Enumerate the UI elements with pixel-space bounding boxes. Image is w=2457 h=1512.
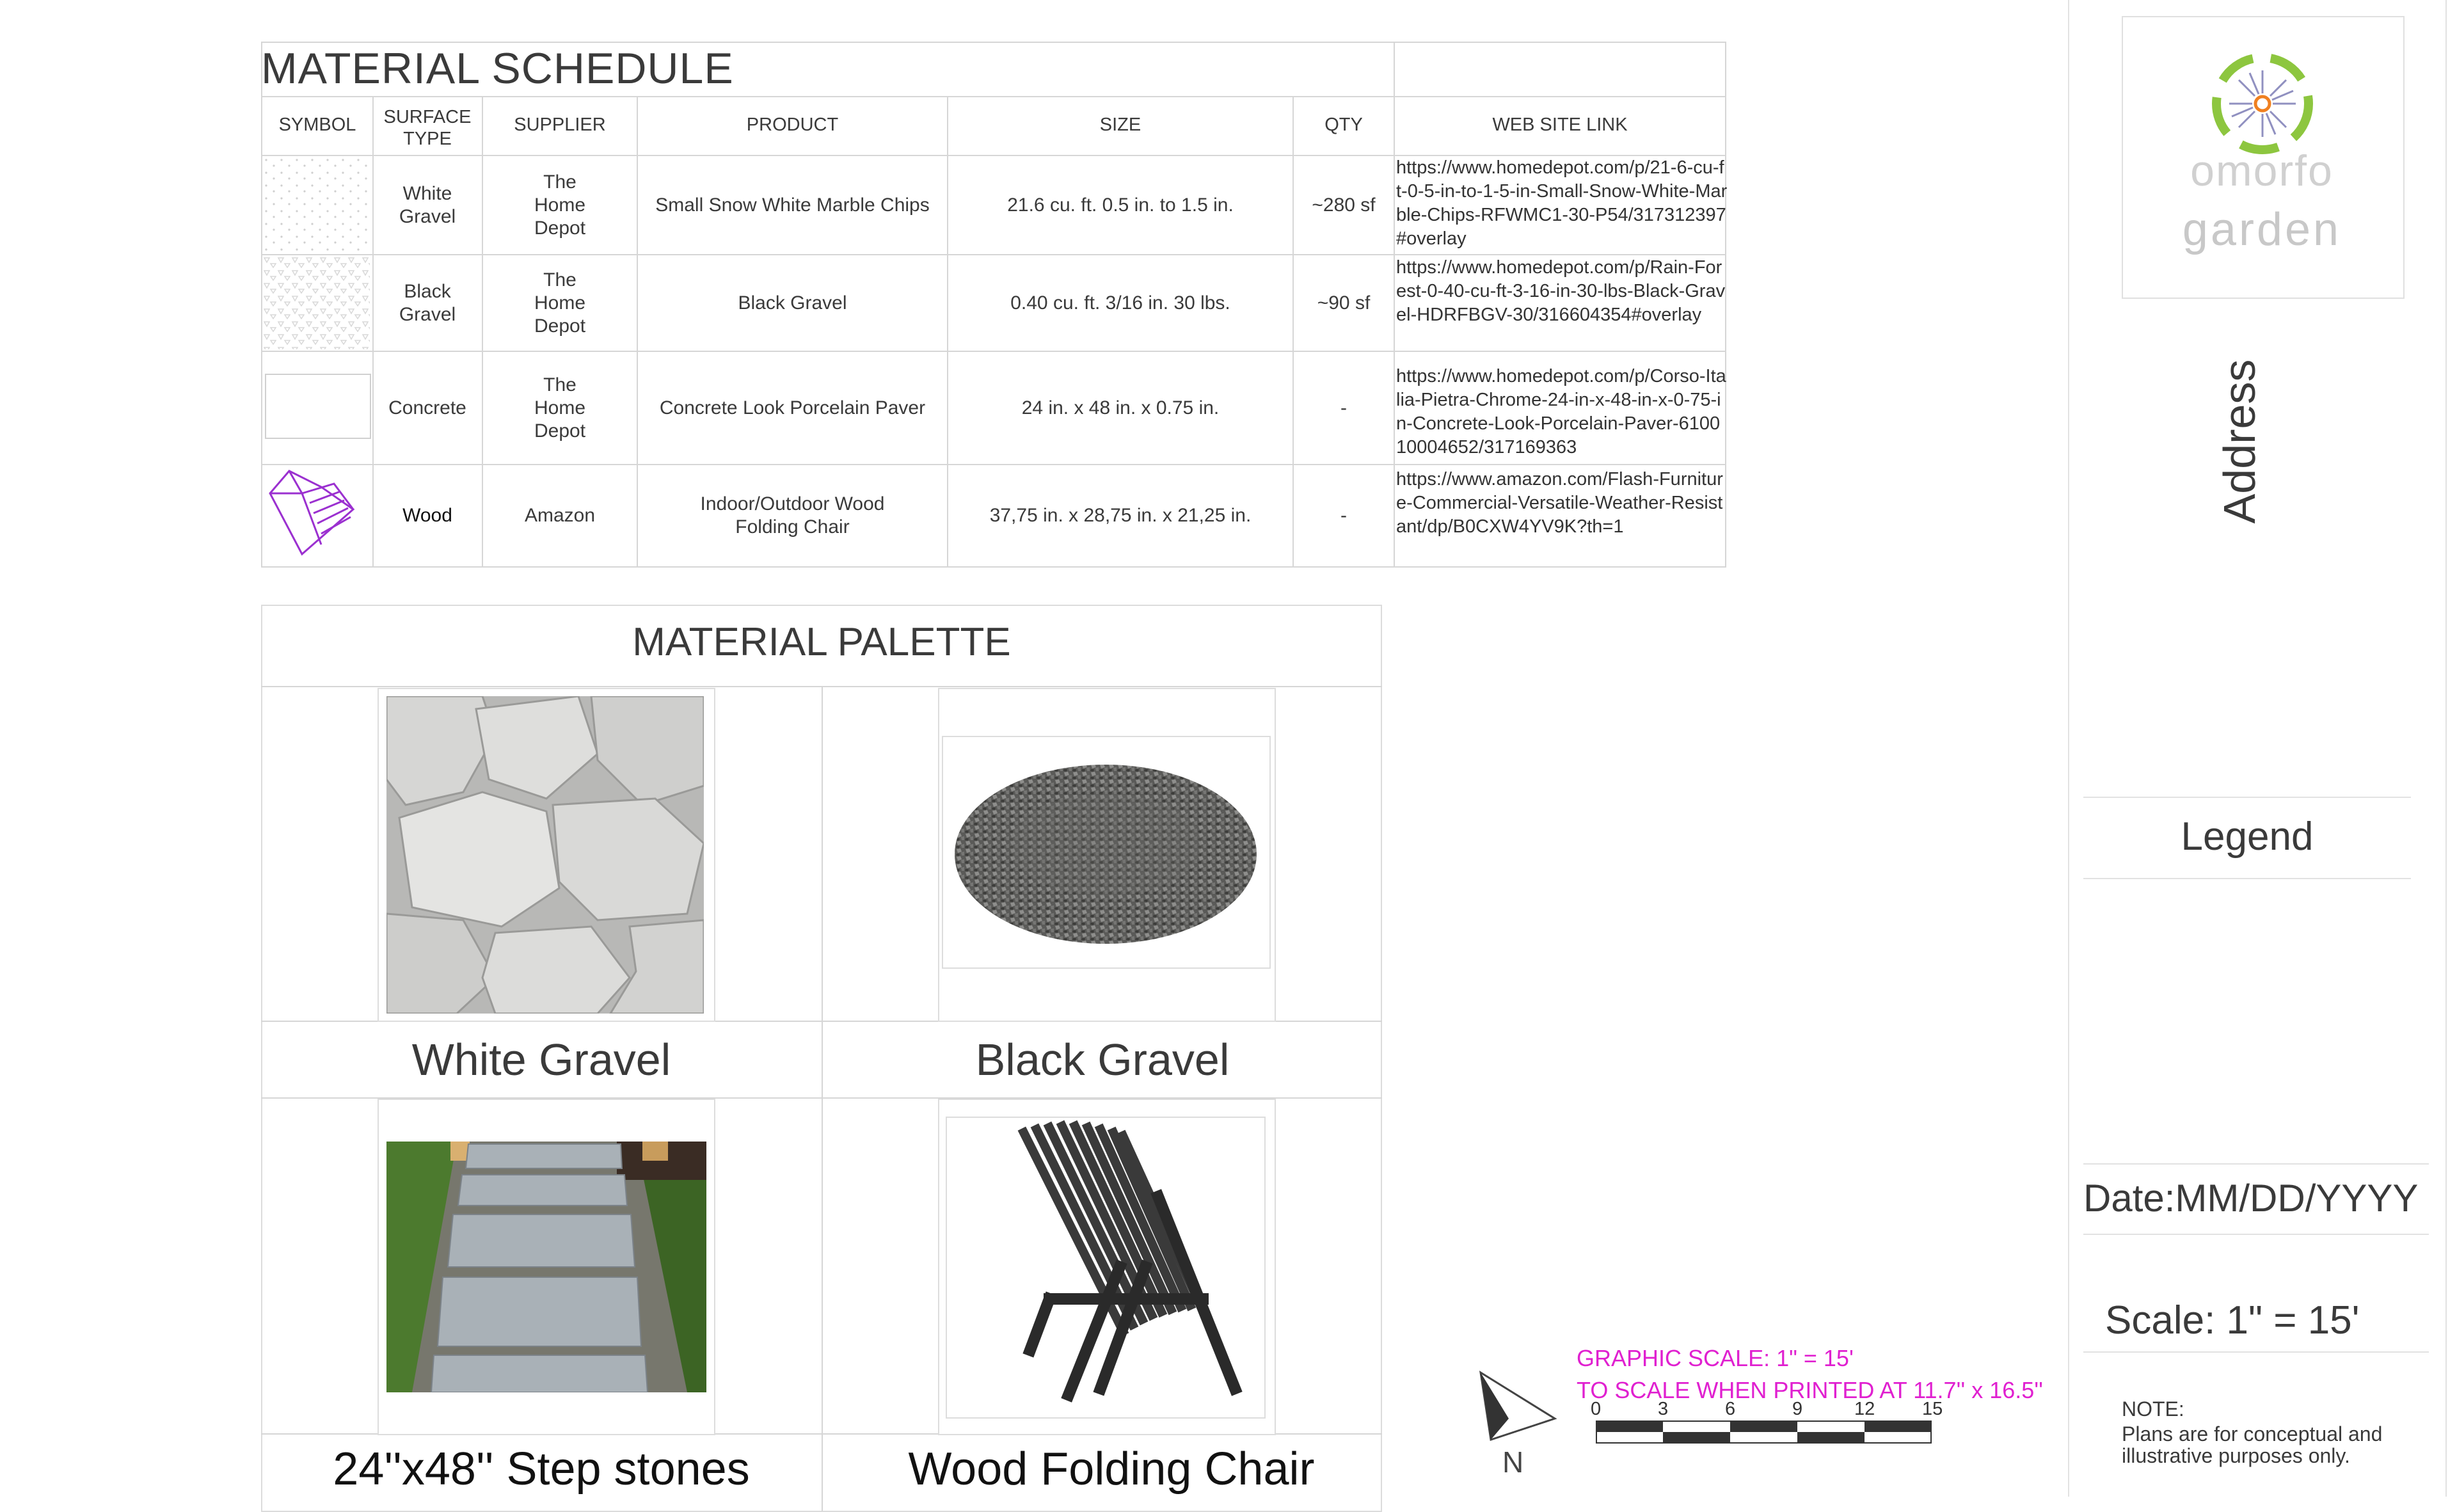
title-rule [2083,1351,2429,1353]
table-border-bottom [261,566,1726,568]
row-web-link[interactable]: https://www.homedepot.com/p/21-6-cu-ft-0-5-in-to-1-5-in-Small-Snow-White-Marble-Chips-RFWMC1-30-P54/317312397#overlay [1396,157,1728,249]
row-size: 37,75 in. x 28,75 in. x 21,25 in. [989,505,1252,526]
graphic-scale-line2: TO SCALE WHEN PRINTED AT 11.7'' x 16.5'' [1577,1377,2044,1403]
palette-label-black-gravel: Black Gravel [975,1035,1230,1085]
header-size: SIZE [1099,115,1141,135]
row-size: 21.6 cu. ft. 0.5 in. to 1.5 in. [1007,194,1234,216]
schedule-title: MATERIAL SCHEDULE [261,44,734,93]
palette-label-white-gravel: White Gravel [411,1035,671,1085]
logo-sunburst-icon [2210,51,2315,156]
table-border-top [261,42,1726,43]
logo-text-garden: garden [2182,204,2342,255]
row-web-link[interactable]: https://www.amazon.com/Flash-Furniture-Commercial-Versatile-Weather-Resistant/dp/B0CXW4YV9K?th=1 [1396,469,1723,537]
scale-tick-label: 15 [1922,1399,1943,1419]
header-surface-type: SURFACE TYPE [383,107,472,149]
north-label: N [1502,1445,1524,1479]
header-web-link: WEB SITE LINK [1492,115,1628,135]
row-product: Black Gravel [738,292,847,314]
address-label: Address [2214,359,2264,524]
row-qty: ~280 sf [1312,194,1376,216]
white-gravel-image [386,696,704,1014]
row-product: Concrete Look Porcelain Paver [659,397,926,418]
note-text: Plans are for conceptual and illustrative purposes only. [2122,1422,2383,1467]
scale-tick-label: 9 [1792,1399,1803,1419]
header-supplier: SUPPLIER [514,115,606,135]
palette-title: MATERIAL PALETTE [632,620,1011,664]
table-rule [261,96,1726,97]
title-block-border [2068,0,2069,1497]
palette-label-wood-chair: Wood Folding Chair [908,1444,1315,1495]
scale-tick-label: 3 [1658,1399,1669,1419]
title-rule [2083,878,2411,879]
row-surface-type: Black Gravel [399,280,456,325]
scale-tick-label: 12 [1854,1399,1875,1419]
wood-chair-image [953,1120,1254,1408]
graphic-scale-line1: GRAPHIC SCALE: 1" = 15' [1577,1345,1854,1371]
row-supplier: Amazon [524,505,596,526]
scale-tick-label: 0 [1591,1399,1602,1419]
palette-col-rule [822,686,823,1511]
palette-label-step-stones: 24''x48'' Step stones [333,1444,750,1495]
date-label: Date:MM/DD/YYYY [2083,1177,2419,1220]
header-symbol: SYMBOL [278,115,356,135]
row-size: 0.40 cu. ft. 3/16 in. 30 lbs. [1010,292,1230,314]
logo-text-omorfo: omorfo [2190,147,2334,195]
white-gravel-hatch-icon [262,156,372,254]
title-block-border [2445,0,2447,1497]
row-web-link[interactable]: https://www.homedepot.com/p/Corso-Italia-Pietra-Chrome-24-in-x-48-in-x-0-75-in-Concrete-Look-Porcelain-Paver-610010004652/317169363 [1396,366,1726,458]
row-size: 24 in. x 48 in. x 0.75 in. [1021,397,1220,418]
row-qty: - [1340,505,1347,526]
row-qty: ~90 sf [1317,292,1371,314]
row-web-link[interactable]: https://www.homedepot.com/p/Rain-Forest-0-40-cu-ft-3-16-in-30-lbs-Black-Gravel-HDRFBGV-30/316604354#overlay [1396,257,1726,325]
step-stones-image [386,1142,706,1392]
scale-tick-label: 6 [1725,1399,1736,1419]
title-rule [2083,1234,2429,1235]
header-qty: QTY [1324,115,1363,135]
header-product: PRODUCT [746,115,839,135]
legend-label: Legend [2181,815,2314,859]
scale-ticks [1591,1399,1980,1445]
chair-symbol-icon [264,465,360,561]
graphic-scale-note [1577,1342,2043,1406]
title-rule [2083,1163,2429,1165]
scale-label: Scale: 1" = 15' [2105,1298,2360,1342]
title-rule [2083,797,2411,798]
row-surface-type: White Gravel [399,182,456,227]
row-qty: - [1340,397,1347,418]
note-title: NOTE: [2122,1397,2184,1420]
row-surface-type: Concrete [388,397,466,418]
row-product: Small Snow White Marble Chips [655,194,930,216]
row-supplier: The Home Depot [534,374,586,442]
row-supplier: The Home Depot [534,171,586,239]
black-gravel-image [947,749,1264,953]
row-surface-type: Wood [402,505,452,526]
row-supplier: The Home Depot [534,269,586,337]
row-product: Indoor/Outdoor Wood Folding Chair [700,493,885,537]
black-gravel-hatch-icon [262,255,372,351]
concrete-swatch-icon [265,374,371,439]
